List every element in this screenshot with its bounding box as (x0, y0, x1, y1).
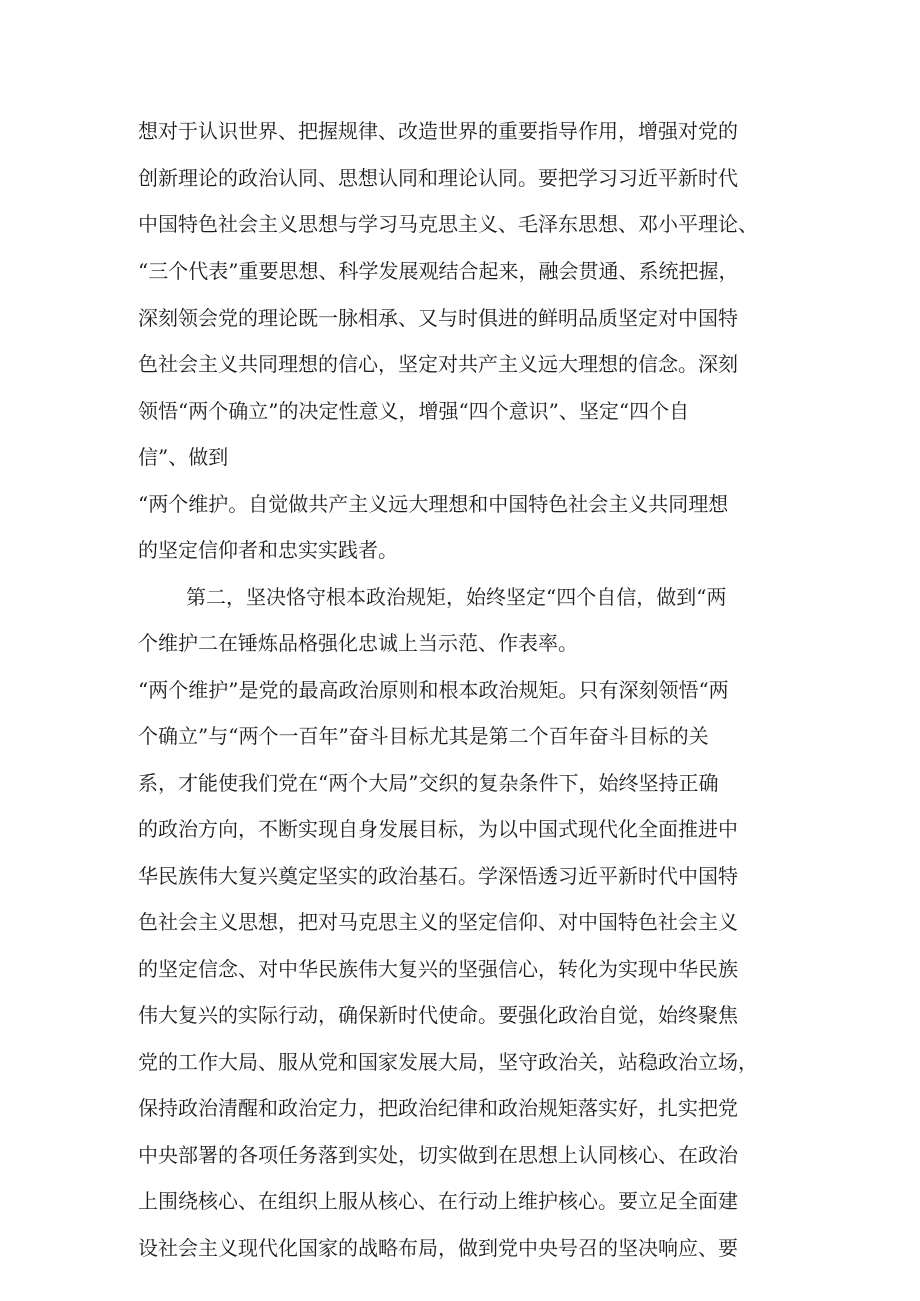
text-line: 色社会主义思想，把对马克思主义的坚定信仰、对中国特色社会主义 (138, 910, 738, 934)
text-line: 信”、做到 (138, 445, 229, 469)
text-line: 的政治方向，不断实现自身发展目标，为以中国式现代化全面推进中 (138, 817, 738, 841)
text-line: 中央部署的各项任务落到实处，切实做到在思想上认同核心、在政治 (138, 1143, 738, 1167)
text-line: 伟大复兴的实际行动，确保新时代使命。要强化政治自觉，始终聚焦 (138, 1003, 738, 1027)
text-line: 想对于认识世界、把握规律、改造世界的重要指导作用，增强对党的 (138, 119, 738, 143)
text-line: 色社会主义共同理想的信心，坚定对共产主义远大理想的信念。深刻 (138, 352, 738, 376)
text-line: 个确立”与“两个一百年”奋斗目标尤其是第二个百年奋斗目标的关 (138, 724, 709, 748)
text-line: 中国特色社会主义思想与学习马克思主义、毛泽东思想、邓小平理论、 (138, 212, 758, 236)
text-line: “两个维护”是党的最高政治原则和根本政治规矩。只有深刻领悟“两 (138, 678, 729, 702)
text-line: “三个代表”重要思想、科学发展观结合起来，融会贯通、系统把握， (138, 259, 739, 283)
text-line: “两个维护。自觉做共产主义远大理想和中国特色社会主义共同理想 (138, 492, 729, 516)
text-line: 华民族伟大复兴奠定坚实的政治基石。学深悟透习近平新时代中国特 (138, 864, 738, 888)
text-line: 深刻领会党的理论既一脉相承、又与时俱进的鲜明品质坚定对中国特 (138, 306, 738, 330)
text-line: 保持政治清醒和政治定力，把政治纪律和政治规矩落实好，扎实把党 (138, 1096, 738, 1120)
text-line: 的坚定信念、对中华民族伟大复兴的坚强信心，转化为实现中华民族 (138, 957, 738, 981)
text-line: 党的工作大局、服从党和国家发展大局，坚守政治关，站稳政治立场， (138, 1050, 758, 1074)
text-line: 上围绕核心、在组织上服从核心、在行动上维护核心。要立足全面建 (138, 1189, 738, 1213)
text-line: 的坚定信仰者和忠实实践者。 (138, 538, 398, 562)
text-line: 领悟“两个确立”的决定性意义，增强“四个意识”、坚定“四个自 (138, 399, 690, 423)
text-line: 创新理论的政治认同、思想认同和理论认同。要把学习习近平新时代 (138, 166, 738, 190)
text-line: 个维护二在锤炼品格强化忠诚上当示范、作表率。 (138, 631, 578, 655)
text-line: 设社会主义现代化国家的战略布局，做到党中央号召的坚决响应、要 (138, 1236, 738, 1260)
paragraph-heading-line: 第二，坚决恪守根本政治规矩，始终坚定“四个自信，做到“两 (186, 585, 727, 609)
text-line: 系，才能使我们党在“两个大局”交织的复杂条件下，始终坚持正确 (138, 771, 719, 795)
